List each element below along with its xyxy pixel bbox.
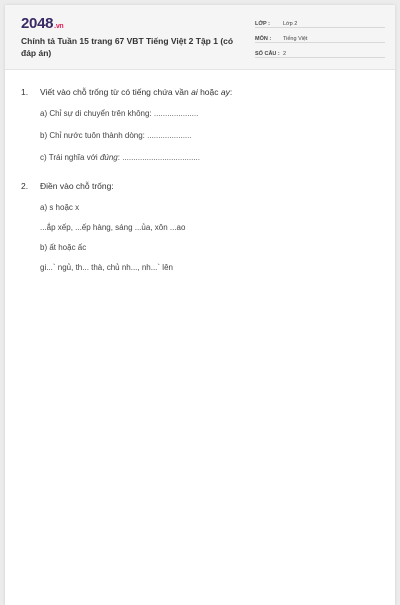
prompt-em: ay: [220, 87, 230, 97]
meta-label: LỚP :: [255, 21, 270, 27]
header: [5, 5, 395, 70]
meta-label: MÔN :: [255, 36, 272, 42]
item-em: đúng: [99, 153, 118, 162]
question-1-item-a: [40, 109, 381, 118]
prompt-text: :: [229, 87, 233, 97]
question-2-line-a: ...ắp xếp, ...ếp hàng, sáng ...ủa, xôn ...ao: [40, 223, 186, 232]
meta-value: Tiếng Việt: [283, 36, 308, 42]
question-2-item-a: a) s hoặc x: [40, 203, 80, 212]
worksheet-page: [5, 5, 395, 605]
question-number: 2.: [21, 181, 29, 191]
logo-text: 2048: [21, 15, 54, 32]
prompt-text: hoặc: [197, 87, 221, 97]
question-number: 1.: [21, 87, 29, 97]
item-text: :: [117, 153, 123, 162]
question-prompt: [40, 87, 232, 97]
question-2-item-b: b) ất hoặc ấc: [40, 243, 87, 252]
question-1-item-c: [40, 153, 381, 162]
meta-value: Lớp 2: [283, 21, 298, 27]
meta-info: [255, 15, 385, 60]
prompt-em: ai: [191, 87, 198, 97]
question-1-item-b: [40, 131, 381, 140]
prompt-text: Viết vào chỗ trống từ có tiếng chứa vần: [40, 87, 192, 97]
meta-row-subject: [255, 30, 385, 43]
site-logo[interactable]: [21, 15, 63, 32]
question-prompt: Điền vào chỗ trống:: [40, 181, 114, 191]
meta-label: SỐ CÂU :: [255, 51, 280, 57]
answer-blank[interactable]: ....................: [147, 131, 192, 140]
item-text: a) Chỉ sự di chuyển trên không:: [40, 109, 154, 118]
content: [21, 87, 381, 272]
meta-row-count: [255, 45, 385, 58]
item-text: c) Trái nghĩa với: [40, 153, 100, 162]
answer-blank[interactable]: ....................: [153, 109, 199, 118]
question-2: [21, 181, 381, 191]
answer-blank[interactable]: ...................................: [122, 153, 200, 162]
page-title: Chính tả Tuần 15 trang 67 VBT Tiếng Việt 2 Tập 1 (có đáp án): [21, 36, 234, 58]
question-2-line-b: gi...` ngủ, th... thà, chủ nh..., nh...` lên: [40, 263, 173, 272]
question-1: [21, 87, 381, 97]
meta-row-grade: [255, 15, 385, 28]
item-text: b) Chỉ nước tuôn thành dòng:: [40, 131, 148, 140]
meta-value: 2: [283, 51, 287, 57]
logo-tld: .vn: [54, 23, 64, 30]
